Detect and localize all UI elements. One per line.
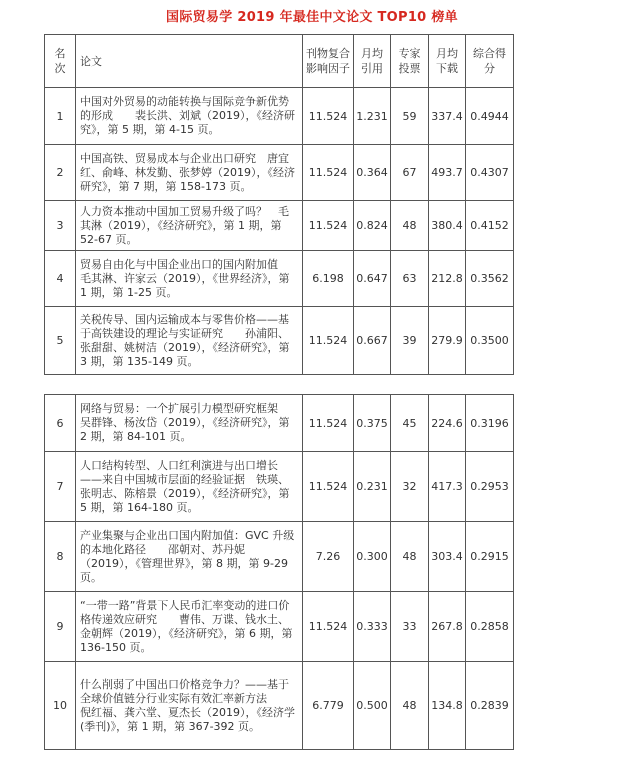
- impact-cell: 7.26: [303, 522, 354, 592]
- paper-cell: 产业集聚与企业出口国内附加值：GVC 升级的本地化路径 邵朝对、苏丹妮（2019），《管理世界》，第 8 期，第 9-29 页。: [76, 522, 303, 592]
- score-cell: 0.3500: [466, 307, 514, 375]
- score-cell: 0.2915: [466, 522, 514, 592]
- paper-cell: 网络与贸易：一个扩展引力模型研究框架 吴群锋、杨汝岱（2019），《经济研究》，第 2 期，第 84-101 页。: [76, 395, 303, 452]
- citations-cell: 0.500: [354, 662, 391, 750]
- header-votes: 专家投票: [391, 35, 429, 88]
- votes-cell: 48: [391, 201, 429, 251]
- score-cell: 0.4944: [466, 88, 514, 145]
- rank-cell: 4: [45, 251, 76, 307]
- downloads-cell: 212.8: [429, 251, 466, 307]
- score-cell: 0.4152: [466, 201, 514, 251]
- paper-cell: “一带一路”背景下人民币汇率变动的进口价格传递效应研究 曹伟、万谍、钱水土、金朝辉（2019），《经济研究》，第 6 期，第 136-150 页。: [76, 592, 303, 662]
- score-cell: 0.2839: [466, 662, 514, 750]
- page-title: 国际贸易学 2019 年最佳中文论文 TOP10 榜单: [166, 10, 458, 25]
- table-row: [45, 395, 514, 452]
- rank-cell: 10: [45, 662, 76, 750]
- paper-cell: 中国高铁、贸易成本与企业出口研究 唐宜红、俞峰、林发勤、张梦婷（2019），《经济研究》，第 7 期，第 158-173 页。: [76, 145, 303, 201]
- table-row: [45, 145, 514, 201]
- citations-cell: 1.231: [354, 88, 391, 145]
- table-row: [45, 251, 514, 307]
- table-row: [45, 592, 514, 662]
- ranking-table-bottom: [44, 394, 514, 750]
- citations-cell: 0.300: [354, 522, 391, 592]
- header-rank: 名次: [45, 35, 76, 88]
- rank-cell: 5: [45, 307, 76, 375]
- downloads-cell: 224.6: [429, 395, 466, 452]
- score-cell: 0.3196: [466, 395, 514, 452]
- votes-cell: 67: [391, 145, 429, 201]
- citations-cell: 0.231: [354, 452, 391, 522]
- impact-cell: 6.198: [303, 251, 354, 307]
- header-impact: 刊物复合影响因子: [303, 35, 354, 88]
- table-header-row: [45, 35, 514, 88]
- score-cell: 0.4307: [466, 145, 514, 201]
- citations-cell: 0.824: [354, 201, 391, 251]
- downloads-cell: 380.4: [429, 201, 466, 251]
- downloads-cell: 493.7: [429, 145, 466, 201]
- citations-cell: 0.364: [354, 145, 391, 201]
- votes-cell: 45: [391, 395, 429, 452]
- votes-cell: 48: [391, 662, 429, 750]
- header-downloads: 月均下载: [429, 35, 466, 88]
- votes-cell: 48: [391, 522, 429, 592]
- impact-cell: 11.524: [303, 88, 354, 145]
- votes-cell: 39: [391, 307, 429, 375]
- paper-cell: 中国对外贸易的动能转换与国际竞争新优势的形成 裴长洪、刘斌（2019），《经济研究》，第 5 期，第 4-15 页。: [76, 88, 303, 145]
- downloads-cell: 279.9: [429, 307, 466, 375]
- votes-cell: 33: [391, 592, 429, 662]
- impact-cell: 11.524: [303, 307, 354, 375]
- downloads-cell: 267.8: [429, 592, 466, 662]
- impact-cell: 11.524: [303, 201, 354, 251]
- table-row: [45, 88, 514, 145]
- table-row: [45, 522, 514, 592]
- rank-cell: 6: [45, 395, 76, 452]
- rank-cell: 7: [45, 452, 76, 522]
- votes-cell: 59: [391, 88, 429, 145]
- impact-cell: 6.779: [303, 662, 354, 750]
- citations-cell: 0.647: [354, 251, 391, 307]
- paper-cell: 人口结构转型、人口红利演进与出口增长——来自中国城市层面的经验证据 铁瑛、张明志、陈榕景（2019），《经济研究》，第 5 期，第 164-180 页。: [76, 452, 303, 522]
- table-row: [45, 662, 514, 750]
- paper-cell: 人力资本推动中国加工贸易升级了吗？ 毛其淋（2019），《经济研究》，第 1 期，第 52-67 页。: [76, 201, 303, 251]
- impact-cell: 11.524: [303, 452, 354, 522]
- rank-cell: 3: [45, 201, 76, 251]
- table-row: [45, 307, 514, 375]
- rank-cell: 9: [45, 592, 76, 662]
- rank-cell: 2: [45, 145, 76, 201]
- header-citations: 月均引用: [354, 35, 391, 88]
- rank-cell: 1: [45, 88, 76, 145]
- downloads-cell: 303.4: [429, 522, 466, 592]
- score-cell: 0.2953: [466, 452, 514, 522]
- citations-cell: 0.333: [354, 592, 391, 662]
- votes-cell: 63: [391, 251, 429, 307]
- impact-cell: 11.524: [303, 395, 354, 452]
- table-row: [45, 201, 514, 251]
- downloads-cell: 417.3: [429, 452, 466, 522]
- impact-cell: 11.524: [303, 145, 354, 201]
- score-cell: 0.3562: [466, 251, 514, 307]
- ranking-table-top: [44, 34, 514, 375]
- header-score: 综合得分: [466, 35, 514, 88]
- header-paper: 论文: [76, 35, 303, 88]
- citations-cell: 0.375: [354, 395, 391, 452]
- downloads-cell: 337.4: [429, 88, 466, 145]
- paper-cell: 什么削弱了中国出口价格竞争力？——基于全球价值链分行业实际有效汇率新方法 倪红福、龚六堂、夏杰长（2019），《经济学(季刊)》，第 1 期，第 367-392 页。: [76, 662, 303, 750]
- impact-cell: 11.524: [303, 592, 354, 662]
- paper-cell: 关税传导、国内运输成本与零售价格——基于高铁建设的理论与实证研究 孙浦阳、张甜甜、姚树洁（2019），《经济研究》，第 3 期，第 135-149 页。: [76, 307, 303, 375]
- table-row: [45, 452, 514, 522]
- downloads-cell: 134.8: [429, 662, 466, 750]
- citations-cell: 0.667: [354, 307, 391, 375]
- score-cell: 0.2858: [466, 592, 514, 662]
- paper-cell: 贸易自由化与中国企业出口的国内附加值 毛其淋、许家云（2019），《世界经济》，第 1 期，第 1-25 页。: [76, 251, 303, 307]
- votes-cell: 32: [391, 452, 429, 522]
- rank-cell: 8: [45, 522, 76, 592]
